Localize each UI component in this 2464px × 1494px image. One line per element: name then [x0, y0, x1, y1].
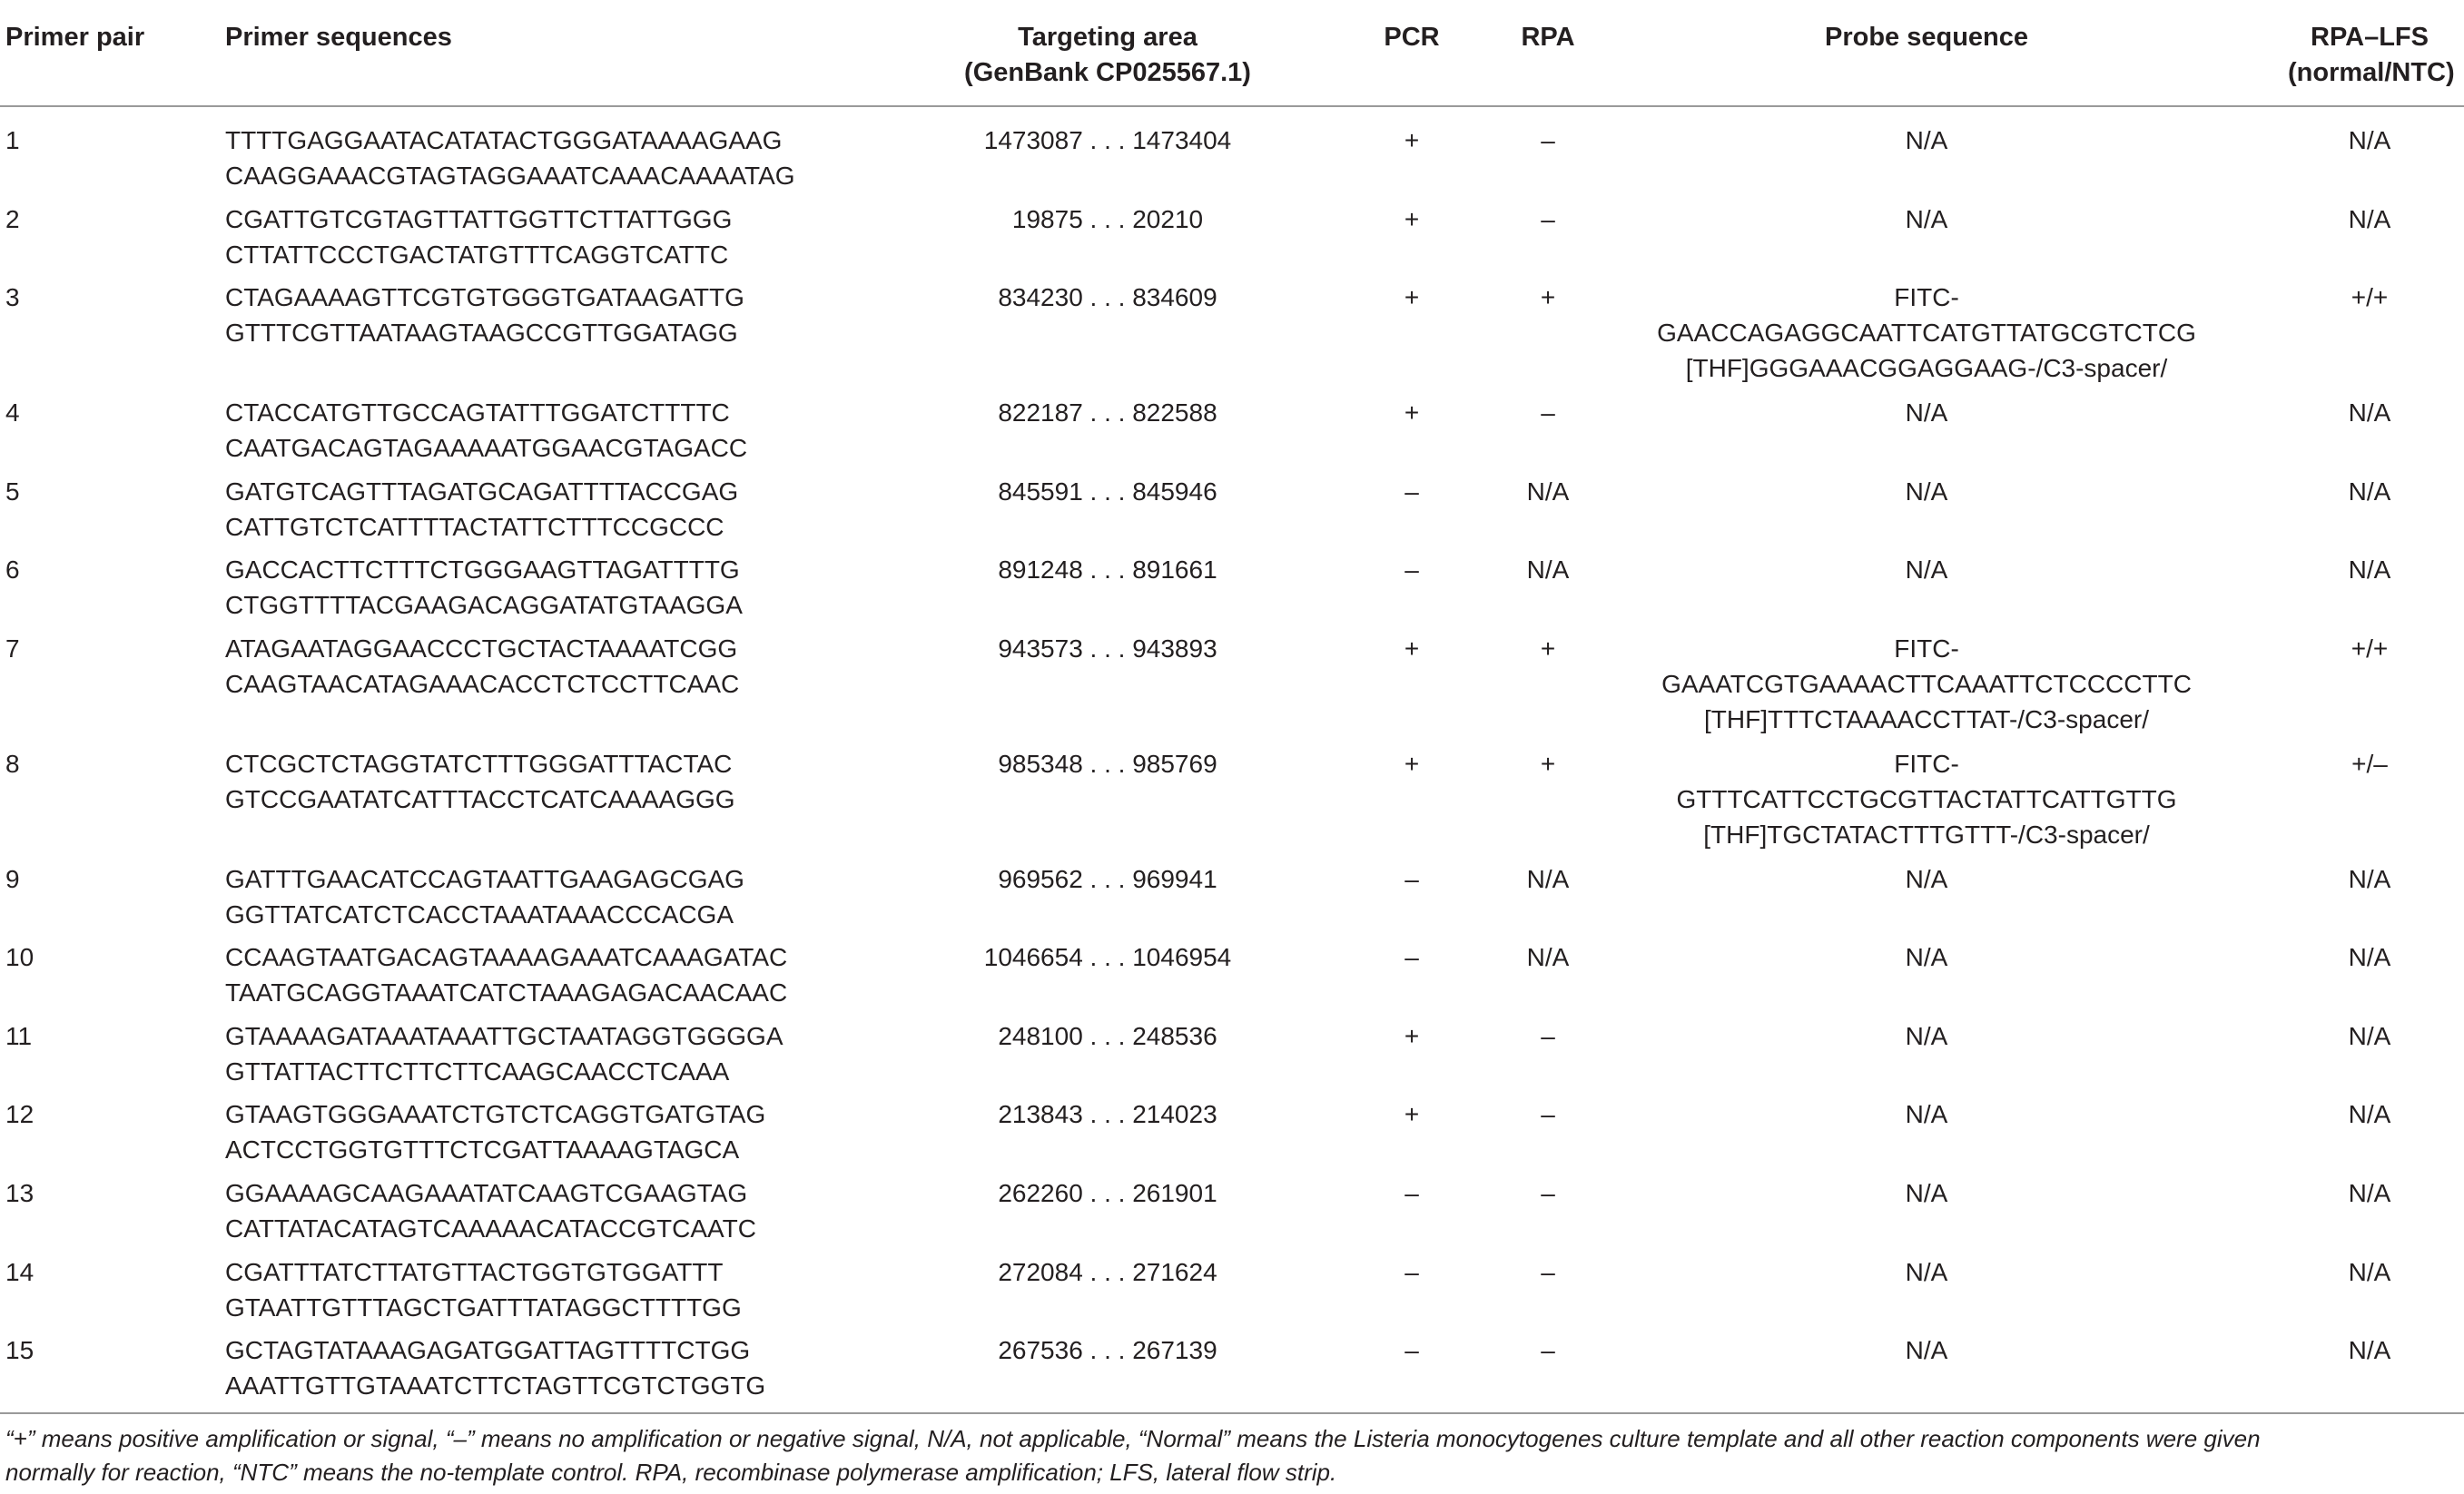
cell-rpa-lfs	[2288, 631, 2451, 666]
header-pcr: PCR	[1384, 23, 1440, 52]
cell-primer-sequences	[225, 1332, 765, 1403]
cell-rpa-lfs	[2288, 123, 2451, 158]
cell-primer-sequences	[225, 631, 739, 702]
cell-targeting-area-line: 891248 . . . 891661	[998, 555, 1217, 584]
cell-targeting-area-line: 834230 . . . 834609	[998, 283, 1217, 311]
cell-rpa-lfs	[2288, 201, 2451, 237]
cell-probe-sequence-line: [THF]TGCTATACTTTGTTT-/C3-spacer/	[1703, 821, 2150, 849]
header-divider	[0, 105, 2464, 107]
cell-rpa	[1489, 631, 1607, 666]
cell-probe-sequence-line: N/A	[1905, 126, 1948, 154]
cell-primer-pair-line: 6	[5, 555, 20, 584]
cell-pcr	[1353, 631, 1471, 666]
cell-primer-sequences	[225, 861, 744, 932]
cell-targeting-area	[976, 746, 1239, 781]
cell-primer-sequences-line: CTGGTTTTACGAAGACAGGATATGTAAGGA	[225, 591, 743, 619]
cell-primer-pair	[5, 1254, 34, 1290]
cell-primer-sequences	[225, 746, 735, 817]
cell-primer-sequences	[225, 1096, 765, 1167]
cell-primer-pair-line: 12	[5, 1100, 34, 1128]
cell-pcr	[1353, 395, 1471, 430]
cell-primer-sequences	[225, 1254, 742, 1325]
cell-probe-sequence-line: N/A	[1905, 1179, 1948, 1207]
cell-rpa	[1489, 280, 1607, 315]
cell-rpa-line: N/A	[1526, 477, 1570, 506]
cell-probe-sequence	[1600, 861, 2253, 897]
cell-probe-sequence-line: GTTTCATTCCTGCGTTACTATTCATTGTTG	[1676, 785, 2177, 813]
cell-probe-sequence	[1600, 1332, 2253, 1368]
cell-probe-sequence-line: N/A	[1905, 943, 1948, 971]
cell-rpa-lfs-line: N/A	[2348, 398, 2391, 427]
cell-primer-pair	[5, 1332, 34, 1368]
cell-targeting-area-line: 845591 . . . 845946	[998, 477, 1217, 506]
cell-targeting-area	[976, 395, 1239, 430]
cell-targeting-area-line: 272084 . . . 271624	[998, 1258, 1217, 1286]
cell-pcr	[1353, 1096, 1471, 1132]
cell-primer-sequences	[225, 280, 744, 350]
cell-probe-sequence-line: N/A	[1905, 1100, 1948, 1128]
cell-primer-pair	[5, 1175, 34, 1211]
cell-targeting-area-line: 1046654 . . . 1046954	[983, 943, 1232, 971]
cell-primer-sequences-line: GTAATTGTTTAGCTGATTTATAGGCTTTTGG	[225, 1293, 742, 1322]
cell-probe-sequence	[1600, 1254, 2253, 1290]
cell-rpa-lfs	[2288, 861, 2451, 897]
cell-pcr	[1353, 1254, 1471, 1290]
cell-rpa-line: –	[1541, 1258, 1555, 1286]
cell-rpa-line: +	[1540, 750, 1556, 778]
cell-rpa-lfs	[2288, 552, 2451, 587]
cell-probe-sequence-line: N/A	[1905, 1336, 1948, 1364]
cell-primer-sequences-line: CAAGTAACATAGAAACACCTCTCCTTCAAC	[225, 670, 740, 698]
cell-rpa-line: N/A	[1526, 865, 1570, 893]
cell-targeting-area-line: 213843 . . . 214023	[998, 1100, 1217, 1128]
cell-probe-sequence-line: N/A	[1905, 555, 1948, 584]
cell-rpa	[1489, 939, 1607, 975]
cell-rpa-lfs	[2288, 474, 2451, 509]
cell-rpa-lfs-line: N/A	[2348, 865, 2391, 893]
cell-primer-pair	[5, 552, 20, 587]
cell-targeting-area-line: 822187 . . . 822588	[998, 398, 1217, 427]
cell-primer-pair-line: 7	[5, 634, 20, 663]
cell-probe-sequence-line: N/A	[1905, 1022, 1948, 1050]
cell-probe-sequence-line: N/A	[1905, 1258, 1948, 1286]
cell-targeting-area	[976, 201, 1239, 237]
cell-probe-sequence-line: N/A	[1905, 865, 1948, 893]
cell-primer-pair-line: 5	[5, 477, 20, 506]
cell-pcr-line: –	[1404, 555, 1419, 584]
cell-targeting-area-line: 262260 . . . 261901	[998, 1179, 1217, 1207]
footnote-line-1: “+” means positive amplification or signal, “–” means no amplification or negative signal, N/A, not applicable, “Normal” means the Listeria monocytogenes culture template and all other reaction components were given	[5, 1425, 2261, 1452]
cell-primer-sequences	[225, 552, 743, 623]
header-rpa-lfs: RPA–LFS (normal/NTC)	[2288, 23, 2455, 87]
table-footnote	[5, 1422, 2457, 1489]
cell-primer-sequences-line: CTAGAAAAGTTCGTGTGGGTGATAAGATTG	[225, 283, 744, 311]
cell-pcr-line: –	[1404, 1336, 1419, 1364]
cell-probe-sequence-line: GAAATCGTGAAAACTTCAAATTCTCCCCTTC	[1661, 670, 2192, 698]
cell-primer-sequences-line: GGAAAAGCAAGAAATATCAAGTCGAAGTAG	[225, 1179, 748, 1207]
cell-primer-pair-line: 11	[5, 1022, 33, 1050]
cell-primer-sequences	[225, 474, 738, 545]
cell-targeting-area-line: 969562 . . . 969941	[998, 865, 1217, 893]
cell-primer-pair	[5, 280, 20, 315]
header-primer-sequences: Primer sequences	[225, 23, 452, 52]
cell-targeting-area	[976, 1018, 1239, 1054]
cell-primer-pair	[5, 861, 20, 897]
cell-pcr-line: +	[1404, 398, 1420, 427]
cell-primer-pair-line: 3	[5, 283, 20, 311]
cell-targeting-area	[976, 474, 1239, 509]
cell-pcr	[1353, 746, 1471, 781]
cell-primer-pair	[5, 395, 20, 430]
cell-targeting-area-line: 985348 . . . 985769	[998, 750, 1217, 778]
cell-probe-sequence	[1600, 939, 2253, 975]
cell-rpa-line: –	[1541, 126, 1555, 154]
cell-pcr-line: –	[1404, 943, 1419, 971]
cell-primer-pair-line: 14	[5, 1258, 34, 1286]
footnote-line-2: normally for reaction, “NTC” means the no-template control. RPA, recombinase polymerase amplification; LFS, lateral flow strip.	[5, 1459, 1337, 1486]
cell-primer-sequences-line: CGATTGTCGTAGTTATTGGTTCTTATTGGG	[225, 205, 733, 233]
cell-rpa-lfs	[2288, 280, 2451, 315]
cell-rpa-lfs-line: N/A	[2348, 126, 2391, 154]
cell-primer-pair	[5, 1018, 32, 1054]
cell-rpa	[1489, 1096, 1607, 1132]
cell-targeting-area	[976, 552, 1239, 587]
cell-primer-sequences-line: ATAGAATAGGAACCCTGCTACTAAAATCGG	[225, 634, 738, 663]
cell-rpa-lfs-line: N/A	[2348, 205, 2391, 233]
cell-pcr	[1353, 1175, 1471, 1211]
cell-rpa	[1489, 474, 1607, 509]
cell-rpa-line: –	[1541, 398, 1555, 427]
cell-primer-sequences-line: CTCGCTCTAGGTATCTTTGGGATTTACTAC	[225, 750, 733, 778]
cell-targeting-area	[976, 1096, 1239, 1132]
cell-rpa	[1489, 1175, 1607, 1211]
cell-probe-sequence-line: N/A	[1905, 398, 1948, 427]
cell-targeting-area	[976, 1254, 1239, 1290]
cell-primer-sequences-line: CTTATTCCCTGACTATGTTTCAGGTCATTC	[225, 241, 729, 269]
cell-primer-pair	[5, 474, 20, 509]
cell-rpa	[1489, 123, 1607, 158]
cell-primer-sequences-line: CATTATACATAGTCAAAAACATACCGTCAATC	[225, 1214, 756, 1243]
cell-probe-sequence	[1600, 395, 2253, 430]
cell-targeting-area-line: 267536 . . . 267139	[998, 1336, 1217, 1364]
cell-rpa-lfs-line: N/A	[2348, 1022, 2391, 1050]
cell-primer-sequences-line: GTTTCGTTAATAAGTAAGCCGTTGGATAGG	[225, 319, 738, 347]
cell-targeting-area	[976, 280, 1239, 315]
header-targeting-area: Targeting area (GenBank CP025567.1)	[964, 23, 1251, 87]
cell-primer-sequences-line: GATGTCAGTTTAGATGCAGATTTTACCGAG	[225, 477, 739, 506]
cell-pcr	[1353, 201, 1471, 237]
cell-primer-sequences-line: TTTTGAGGAATACATATACTGGGATAAAAGAAG	[225, 126, 783, 154]
cell-rpa-lfs	[2288, 939, 2451, 975]
cell-primer-sequences	[225, 939, 787, 1010]
cell-rpa-line: –	[1541, 1022, 1555, 1050]
cell-rpa-lfs-line: N/A	[2348, 943, 2391, 971]
cell-probe-sequence-line: GAACCAGAGGCAATTCATGTTATGCGTCTCG	[1657, 319, 2196, 347]
cell-primer-pair	[5, 631, 20, 666]
cell-rpa-lfs	[2288, 746, 2451, 781]
cell-primer-sequences-line: GCTAGTATAAAGAGATGGATTAGTTTTCTGG	[225, 1336, 751, 1364]
cell-primer-pair-line: 10	[5, 943, 34, 971]
cell-targeting-area-line: 248100 . . . 248536	[998, 1022, 1217, 1050]
cell-rpa-line: –	[1541, 1336, 1555, 1364]
cell-rpa-line: +	[1540, 634, 1556, 663]
cell-primer-pair-line: 13	[5, 1179, 34, 1207]
cell-probe-sequence	[1600, 474, 2253, 509]
cell-primer-sequences-line: AAATTGTTGTAAATCTTCTAGTTCGTCTGGTG	[225, 1371, 766, 1400]
cell-pcr-line: –	[1404, 1179, 1419, 1207]
cell-rpa-line: N/A	[1526, 555, 1570, 584]
cell-rpa-lfs-line: N/A	[2348, 1336, 2391, 1364]
cell-rpa-line: –	[1541, 205, 1555, 233]
cell-primer-sequences-line: GACCACTTCTTTCTGGGAAGTTAGATTTTG	[225, 555, 740, 584]
cell-pcr-line: +	[1404, 205, 1420, 233]
cell-primer-pair	[5, 123, 20, 158]
cell-targeting-area	[976, 1175, 1239, 1211]
cell-primer-sequences-line: GGTTATCATCTCACCTAAATAAACCCACGA	[225, 900, 734, 929]
cell-rpa	[1489, 746, 1607, 781]
cell-primer-pair	[5, 746, 20, 781]
cell-probe-sequence	[1600, 201, 2253, 237]
cell-pcr-line: –	[1404, 1258, 1419, 1286]
cell-rpa-lfs-line: +/+	[2351, 283, 2389, 311]
cell-pcr	[1353, 1018, 1471, 1054]
cell-probe-sequence-line: FITC-	[1894, 634, 1959, 663]
cell-rpa-line: N/A	[1526, 943, 1570, 971]
cell-pcr-line: +	[1404, 634, 1420, 663]
cell-rpa-lfs	[2288, 1175, 2451, 1211]
cell-pcr	[1353, 474, 1471, 509]
cell-rpa	[1489, 861, 1607, 897]
cell-probe-sequence	[1600, 746, 2253, 852]
cell-rpa-lfs-line: N/A	[2348, 555, 2391, 584]
cell-primer-sequences	[225, 1175, 756, 1246]
header-probe-sequence: Probe sequence	[1824, 23, 2029, 52]
cell-primer-sequences	[225, 395, 747, 466]
cell-pcr	[1353, 280, 1471, 315]
cell-rpa-lfs	[2288, 395, 2451, 430]
cell-primer-sequences-line: GTAAAAGATAAATAAATTGCTAATAGGTGGGGA	[225, 1022, 784, 1050]
cell-primer-sequences-line: ACTCCTGGTGTTTCTCGATTAAAAGTAGCA	[225, 1135, 740, 1164]
cell-probe-sequence	[1600, 1175, 2253, 1211]
header-primer-pair: Primer pair	[5, 23, 145, 52]
cell-pcr	[1353, 1332, 1471, 1368]
cell-targeting-area	[976, 631, 1239, 666]
cell-rpa-lfs-line: N/A	[2348, 1258, 2391, 1286]
cell-probe-sequence-line: N/A	[1905, 477, 1948, 506]
cell-pcr	[1353, 552, 1471, 587]
cell-primer-pair	[5, 939, 34, 975]
cell-rpa-lfs-line: N/A	[2348, 1100, 2391, 1128]
cell-rpa-lfs	[2288, 1096, 2451, 1132]
cell-primer-sequences-line: CCAAGTAATGACAGTAAAAGAAATCAAAGATAC	[225, 943, 788, 971]
cell-probe-sequence	[1600, 631, 2253, 737]
cell-probe-sequence	[1600, 552, 2253, 587]
cell-probe-sequence-line: FITC-	[1894, 283, 1959, 311]
cell-rpa-lfs-line: N/A	[2348, 477, 2391, 506]
cell-rpa-lfs	[2288, 1018, 2451, 1054]
cell-targeting-area-line: 19875 . . . 20210	[1011, 205, 1204, 233]
footer-divider	[0, 1412, 2464, 1414]
cell-rpa-lfs-line: N/A	[2348, 1179, 2391, 1207]
cell-primer-sequences-line: GTCCGAATATCATTTACCTCATCAAAAGGG	[225, 785, 735, 813]
cell-primer-sequences-line: CTACCATGTTGCCAGTATTTGGATCTTTTC	[225, 398, 730, 427]
cell-primer-pair-line: 9	[5, 865, 20, 893]
cell-rpa-line: +	[1540, 283, 1556, 311]
cell-probe-sequence-line: [THF]TTTCTAAAACCTTAT-/C3-spacer/	[1703, 705, 2149, 733]
header-rpa: RPA	[1521, 23, 1575, 52]
cell-targeting-area-line: 943573 . . . 943893	[998, 634, 1217, 663]
cell-rpa	[1489, 1018, 1607, 1054]
cell-primer-sequences-line: CAATGACAGTAGAAAAATGGAACGTAGACC	[225, 434, 748, 462]
cell-targeting-area	[976, 939, 1239, 975]
cell-rpa-lfs-line: +/+	[2351, 634, 2389, 663]
cell-rpa	[1489, 552, 1607, 587]
cell-pcr-line: +	[1404, 750, 1420, 778]
cell-rpa-lfs-line: +/–	[2351, 750, 2388, 778]
cell-rpa-line: –	[1541, 1179, 1555, 1207]
cell-targeting-area	[976, 123, 1239, 158]
cell-pcr-line: –	[1404, 865, 1419, 893]
cell-probe-sequence	[1600, 280, 2253, 386]
cell-pcr-line: +	[1404, 1022, 1420, 1050]
cell-pcr-line: –	[1404, 477, 1419, 506]
cell-primer-pair-line: 8	[5, 750, 20, 778]
cell-targeting-area-line: 1473087 . . . 1473404	[983, 126, 1232, 154]
cell-primer-sequences	[225, 123, 795, 193]
cell-probe-sequence	[1600, 1018, 2253, 1054]
cell-primer-pair	[5, 201, 20, 237]
cell-primer-sequences-line: GATTTGAACATCCAGTAATTGAAGAGCGAG	[225, 865, 744, 893]
cell-targeting-area	[976, 1332, 1239, 1368]
cell-rpa	[1489, 395, 1607, 430]
cell-pcr-line: +	[1404, 1100, 1420, 1128]
cell-targeting-area	[976, 861, 1239, 897]
cell-rpa-line: –	[1541, 1100, 1555, 1128]
cell-pcr	[1353, 861, 1471, 897]
cell-rpa	[1489, 1254, 1607, 1290]
cell-primer-sequences-line: TAATGCAGGTAAATCATCTAAAGAGACAACAAC	[225, 978, 788, 1007]
cell-rpa-lfs	[2288, 1254, 2451, 1290]
cell-primer-pair-line: 15	[5, 1336, 34, 1364]
cell-primer-pair-line: 1	[5, 126, 20, 154]
cell-pcr	[1353, 123, 1471, 158]
cell-primer-sequences-line: CGATTTATCTTATGTTACTGGTGTGGATTT	[225, 1258, 724, 1286]
cell-primer-pair	[5, 1096, 34, 1132]
cell-primer-pair-line: 4	[5, 398, 20, 427]
cell-probe-sequence	[1600, 1096, 2253, 1132]
cell-pcr-line: +	[1404, 283, 1420, 311]
cell-pcr-line: +	[1404, 126, 1420, 154]
cell-pcr	[1353, 939, 1471, 975]
cell-primer-sequences-line: GTAAGTGGGAAATCTGTCTCAGGTGATGTAG	[225, 1100, 766, 1128]
cell-probe-sequence	[1600, 123, 2253, 158]
cell-rpa	[1489, 201, 1607, 237]
cell-rpa-lfs	[2288, 1332, 2451, 1368]
cell-primer-sequences-line: CATTGTCTCATTTTACTATTCTTTCCGCCC	[225, 513, 724, 541]
cell-primer-sequences	[225, 1018, 784, 1089]
cell-rpa	[1489, 1332, 1607, 1368]
cell-primer-sequences-line: GTTATTACTTCTTCTTCAAGCAACCTCAAA	[225, 1057, 730, 1086]
cell-primer-sequences	[225, 201, 732, 272]
cell-probe-sequence-line: [THF]GGGAAACGGAGGAAG-/C3-spacer/	[1685, 354, 2168, 382]
cell-primer-pair-line: 2	[5, 205, 20, 233]
cell-primer-sequences-line: CAAGGAAACGTAGTAGGAAATCAAACAAAATAG	[225, 162, 795, 190]
cell-probe-sequence-line: N/A	[1905, 205, 1948, 233]
cell-probe-sequence-line: FITC-	[1894, 750, 1959, 778]
